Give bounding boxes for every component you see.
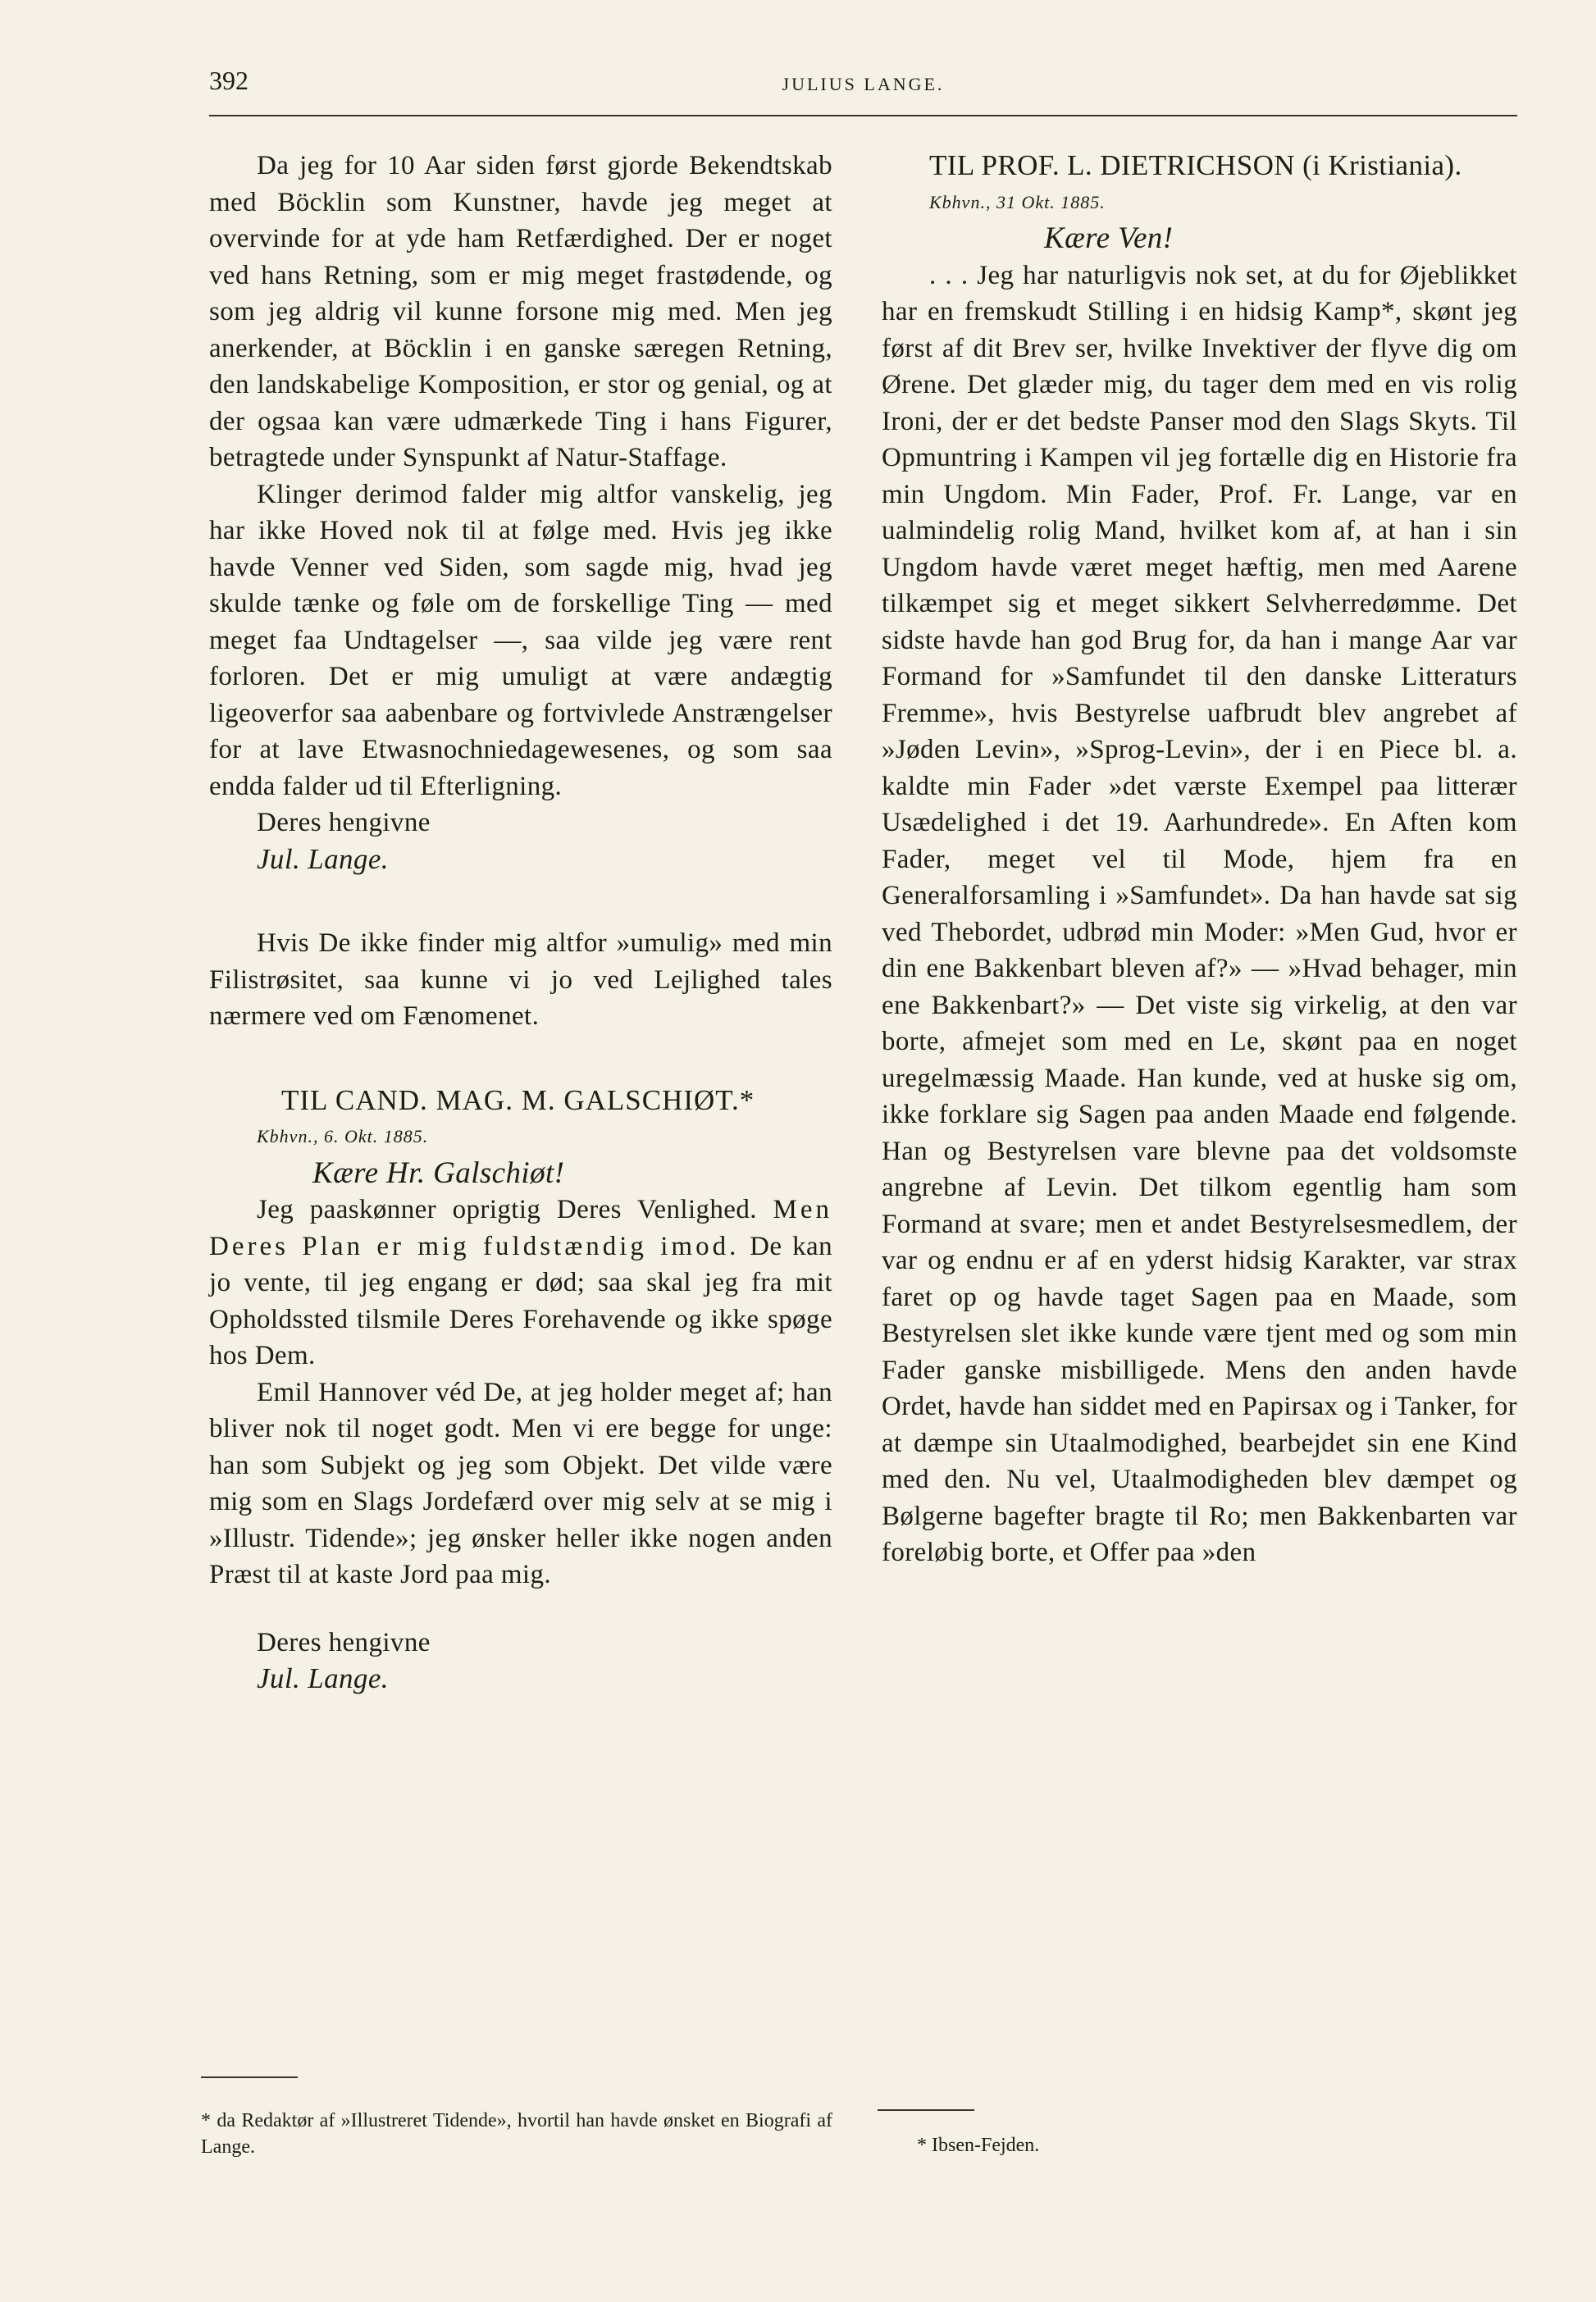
letter2-p1-emphasis: Men Deres Plan er mig fuldstændig imod. xyxy=(209,1195,833,1261)
header-rule xyxy=(209,115,1517,116)
running-head: JULIUS LANGE. xyxy=(782,74,945,94)
letter1-postscript: Hvis De ikke finder mig altfor »umulig» med min Filistrøsitet, saa kunne vi jo ved Lejlighed tales nærmere ved om Fænomenet. xyxy=(209,928,832,1031)
letter3-salutation: Kære Ven! xyxy=(1044,221,1174,255)
letter2-paragraph-2: Emil Hannover véd De, at jeg holder meget af; han bliver nok til noget godt. Men vi ere begge for unge: han som Subjekt og jeg som Objekt. Det vilde være mig som en Slags Jordefærd over mig selv at se mig i »Illustr. Tidende»; jeg ønsker heller ikke nogen anden Præst til at kaste Jord paa mig. xyxy=(209,1377,832,1589)
letter1-signature: Jul. Lange. xyxy=(257,842,389,875)
footnote-right: * Ibsen-Fejden. xyxy=(917,2135,1040,2156)
letter2-dateline: Kbhvn., 6. Okt. 1885. xyxy=(257,1126,429,1146)
letter2-heading: TIL CAND. MAG. M. GALSCHIØT.* xyxy=(281,1083,755,1116)
letter2-signature: Jul. Lange. xyxy=(257,1662,389,1694)
letter1-paragraph-2: Klinger derimod falder mig altfor vanskelig, jeg har ikke Hoved nok til at følge med. Hvis jeg ikke havde Venner ved Siden, som sagde mig, hvad jeg skulde tænke og føle om de forskellige Ting — med meget faa Undtagelser —, saa vilde jeg være rent forloren. Det er mig umuligt at være andægtig ligeoverfor saa aabenbare og fortvivlede Anstrængelser for at lave Etwasnochniedagewesenes, og som saa endda falder ud til Efterligning. xyxy=(209,479,832,801)
letter2-salutation: Kære Hr. Galschiøt! xyxy=(312,1156,565,1190)
letter1-closing: Deres hengivne xyxy=(257,808,431,837)
footnote-rule-left xyxy=(201,2076,298,2078)
spacer xyxy=(209,877,832,925)
letter2-closing: Deres hengivne xyxy=(257,1627,431,1657)
letter2-paragraph-1 xyxy=(209,1192,832,1374)
letter3-body: . . . Jeg har naturligvis nok set, at du for Øjeblikket har en fremskudt Stilling i en hidsig Kamp*, skønt jeg først af dit Brev ser, hvilke Invektiver der flyve dig om Ørene. Det glæder mig, du tager dem med en vis rolig Ironi, der er det bedste Panser mod den Slags Skyts. Til Opmuntring i Kampen vil jeg fortælle dig en Historie fra min Ungdom. Min Fader, Prof. Fr. Lange, var en ualmindelig rolig Mand, hvilket kom af, at han i sin Ungdom havde været meget hæftig, men med Aarene tilkæmpet sig et meget sikkert Selvherredømme. Det sidste havde han god Brug for, da han i mange Aar var Formand for »Samfundet til den danske Litteraturs Fremme», hvis Bestyrelse uafbrudt blev angrebet af »Jøden Levin», »Sprog-Levin», der i en Piece bl. a. kaldte min Fader »det værste Exempel paa litterær Usædelighed i det 19. Aarhundrede». En Aften kom Fader, meget vel til Mode, hjem fra en Generalforsamling i »Samfundet». Da han havde sat sig ved Thebordet, udbrød min Moder: »Men Gud, hvor er din ene Bakkenbart bleven af?» — »Hvad behager, min ene Bakkenbart?» — Det viste sig virkelig, at den var borte, afmejet som med en Le, skønt paa en noget uregelmæssig Maade. Han kunde, ved at huske sig om, ikke forklare sig Sagen paa anden Maade end følgende. Han og Bestyrelsen vare blevne paa det voldsomste angrebne af Levin. Det tilkom egentlig ham som Formand at svare; men et andet Bestyrelsesmedlem, der var og endnu er af en yderst hidsig Karakter, var strax faret op og havde taget Sagen paa en Maade, som Bestyrelsen slet ikke kunde være tjent med og som min Fader ganske misbilligede. Mens den anden havde Ordet, havde han siddet med en Papirsax og i Tanker, for at dæmpe sin Utaalmodighed, bearbejdet sin ene Kind med den. Nu vel, Utaalmodigheden blev dæmpet og Bølgerne bagefter bragte til Ro; men Bakkenbarten var foreløbig borte, et Offer paa »den xyxy=(882,260,1517,1567)
letter2-p1-end: De kan jo vente, til jeg engang er død; saa skal jeg fra mit Opholdssted tilsmile Deres Forehavende og ikke spøge hos Dem. xyxy=(209,1231,832,1370)
letter2-p1-start: Jeg paaskønner oprigtig Deres Venlighed. xyxy=(257,1195,757,1224)
right-column xyxy=(882,148,1517,1571)
letter1-paragraph-1: Da jeg for 10 Aar siden først gjorde Bekendtskab med Böcklin som Kunstner, havde jeg meget at overvinde for at yde ham Retfærdighed. Der er noget ved hans Retning, som er mig meget frastødende, og som jeg aldrig vil kunne forsone mig med. Men jeg anerkender, at Böcklin i en ganske særegen Retning, den landskabelige Komposition, er stor og genial, og at der ogsaa kan være udmærkede Ting i hans Figurer, betragtede under Synspunkt af Natur-Staffage. xyxy=(209,151,832,472)
left-column xyxy=(209,148,832,1698)
page-number: 392 xyxy=(209,66,249,95)
spacer xyxy=(209,1593,832,1625)
page-header xyxy=(209,66,1517,115)
footnote-left: * da Redaktør af »Illustreret Tidende», hvortil han havde ønsket en Biografi af Lange. xyxy=(201,2110,832,2158)
letter3-dateline: Kbhvn., 31 Okt. 1885. xyxy=(929,191,1106,212)
letter3-heading: TIL PROF. L. DIETRICHSON (i Kristiania). xyxy=(929,149,1462,181)
spacer xyxy=(209,1035,832,1083)
footnote-rule-right xyxy=(878,2109,974,2111)
